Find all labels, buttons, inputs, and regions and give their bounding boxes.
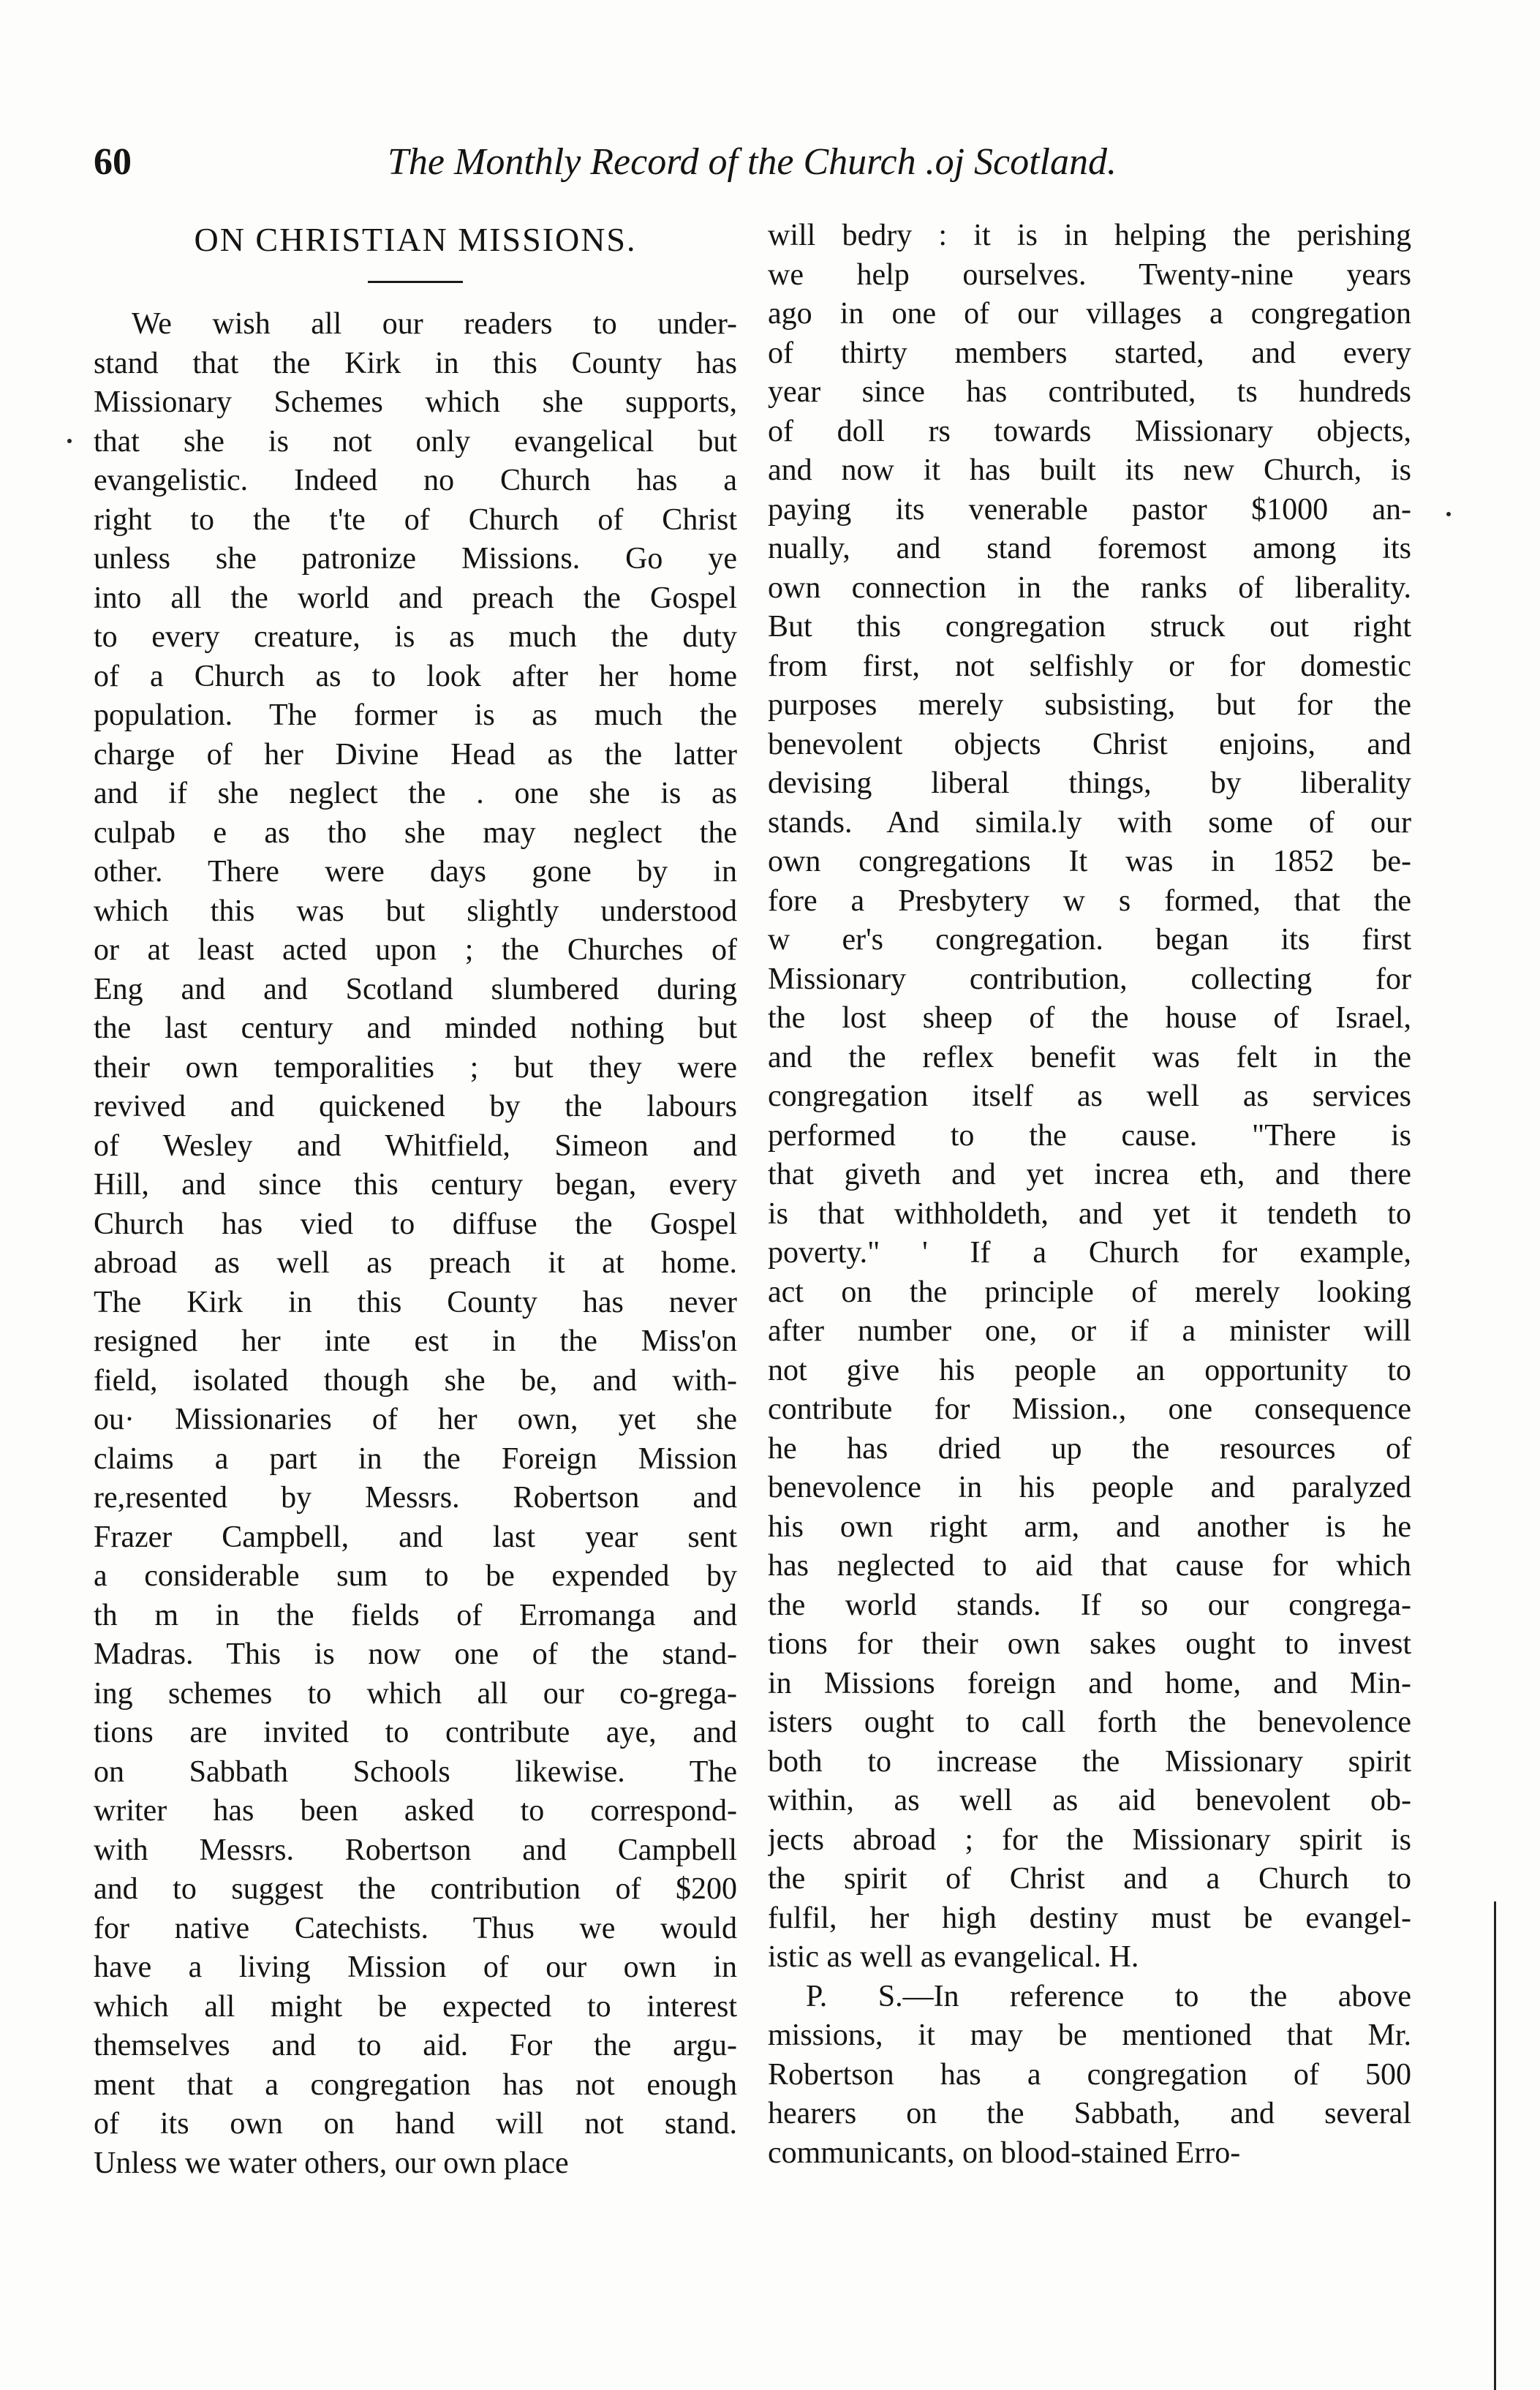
text-line: unless she patronize Missions. Go ye <box>94 542 737 576</box>
text-line: of doll rs towards Missionary objects, <box>768 414 1411 448</box>
text-line: population. The former is as much the <box>94 698 737 732</box>
text-line: stand that the Kirk in this County has <box>94 346 737 380</box>
text-line: Frazer Campbell, and last year sent <box>94 1520 737 1554</box>
text-line: nually, and stand foremost among its <box>768 532 1411 565</box>
text-line: ing schemes to which all our co-grega- <box>94 1676 737 1711</box>
text-line: performed to the cause. "There is <box>768 1118 1411 1153</box>
text-line: a considerable sum to be expended by <box>94 1559 737 1593</box>
text-line: of a Church as to look after her home <box>94 659 737 693</box>
text-line: Missionary contribution, collecting for <box>768 962 1411 996</box>
text-line: for native Catechists. Thus we would <box>94 1911 737 1945</box>
text-line: we help ourselves. Twenty-nine years <box>768 257 1411 292</box>
text-line: contribute for Mission., one consequence <box>768 1392 1411 1426</box>
text-line: claims a part in the Foreign Mission <box>94 1441 737 1476</box>
text-line: and now it has built its new Church, is <box>768 453 1411 487</box>
text-line: Church has vied to diffuse the Gospel <box>94 1207 737 1241</box>
text-line: revived and quickened by the labours <box>94 1090 737 1123</box>
title-rule <box>368 281 463 283</box>
text-line: act on the principle of merely looking <box>768 1275 1411 1309</box>
text-line: he has dried up the resources of <box>768 1431 1411 1466</box>
text-line: resigned her inte est in the Miss'on <box>94 1324 737 1358</box>
text-line: Missionary Schemes which she supports, <box>94 385 737 419</box>
text-line: tions for their own sakes ought to invest <box>768 1627 1411 1661</box>
text-line: both to increase the Missionary spirit <box>768 1744 1411 1779</box>
text-line: that giveth and yet increa eth, and there <box>768 1158 1411 1191</box>
text-line: has neglected to aid that cause for which <box>768 1549 1411 1583</box>
text-line: communicants, on blood-stained Erro- <box>768 2135 1241 2170</box>
left-column <box>94 216 737 2183</box>
text-line: to every creature, is as much the duty <box>94 620 737 654</box>
text-line: P. S.—In reference to the above <box>806 1979 1411 2013</box>
text-line: their own temporalities ; but they were <box>94 1050 737 1085</box>
right-column-text <box>768 216 1411 2173</box>
text-line: ment that a congregation has not enough <box>94 2067 737 2102</box>
text-line: missions, it may be mentioned that Mr. <box>768 2018 1411 2052</box>
text-line: The Kirk in this County has never <box>94 1285 737 1319</box>
text-line: the spirit of Christ and a Church to <box>768 1862 1411 1896</box>
article-title: ON CHRISTIAN MISSIONS. <box>194 221 637 258</box>
text-line: Madras. This is now one of the stand- <box>94 1637 737 1671</box>
text-line: own connection in the ranks of liberality. <box>768 570 1411 605</box>
text-line: th m in the fields of Erromanga and <box>94 1598 737 1632</box>
text-line: evangelistic. Indeed no Church has a <box>94 464 737 497</box>
text-line: of its own on hand will not stand. <box>94 2107 737 2141</box>
text-line: with Messrs. Robertson and Campbell <box>94 1833 737 1867</box>
text-line: of thirty members started, and every <box>768 336 1411 370</box>
text-line: tions are invited to contribute aye, and <box>94 1716 737 1749</box>
text-line: benevolence in his people and paralyzed <box>768 1471 1411 1504</box>
page-number: 60 <box>94 141 132 183</box>
text-line: re,resented by Messrs. Robertson and <box>94 1481 737 1515</box>
text-line: his own right arm, and another is he <box>768 1509 1411 1544</box>
text-line: isters ought to call forth the benevolence <box>768 1705 1411 1739</box>
text-line: jects abroad ; for the Missionary spirit is <box>768 1822 1411 1857</box>
text-line: culpab e as tho she may neglect the <box>94 815 737 850</box>
text-line: istic as well as evangelical. H. <box>768 1940 1139 1974</box>
text-line: the last century and minded nothing but <box>94 1011 737 1045</box>
text-line: stands. And simila.ly with some of our <box>768 805 1411 840</box>
text-line: and if she neglect the . one she is as <box>94 777 737 810</box>
text-line: ago in one of our villages a congregation <box>768 297 1411 331</box>
text-line: not give his people an opportunity to <box>768 1353 1411 1387</box>
text-line: paying its venerable pastor $1000 an- <box>768 492 1411 527</box>
text-line: into all the world and preach the Gospel <box>94 581 737 615</box>
text-line: Unless we water others, our own place <box>94 2146 569 2180</box>
text-line: or at least acted upon ; the Churches of <box>94 933 737 967</box>
text-line: year since has contributed, ts hundreds <box>768 375 1411 409</box>
text-line: ou· Missionaries of her own, yet she <box>94 1403 737 1436</box>
text-line: and the reflex benefit was felt in the <box>768 1040 1411 1074</box>
stray-mark <box>67 439 72 443</box>
text-line: other. There were days gone by in <box>94 855 737 889</box>
text-line: poverty." ' If a Church for example, <box>768 1236 1411 1270</box>
text-line: and to suggest the contribution of $200 <box>94 1872 737 1906</box>
text-line: is that withholdeth, and yet it tendeth to <box>768 1196 1411 1231</box>
text-line: w er's congregation. began its first <box>768 923 1411 957</box>
left-column-text <box>94 305 737 2183</box>
text-line: that she is not only evangelical but <box>94 424 737 459</box>
text-line: of Wesley and Whitfield, Simeon and <box>94 1128 737 1163</box>
text-line: But this congregation struck out right <box>768 610 1411 644</box>
text-line: themselves and to aid. For the argu- <box>94 2029 737 2062</box>
text-line: Hill, and since this century began, every <box>94 1168 737 1202</box>
text-line: within, as well as aid benevolent ob- <box>768 1784 1411 1817</box>
text-line: hearers on the Sabbath, and several <box>768 2097 1411 2130</box>
text-line: own congregations It was in 1852 be- <box>768 845 1411 878</box>
stray-mark <box>1446 512 1451 516</box>
text-line: the lost sheep of the house of Israel, <box>768 1001 1411 1035</box>
text-line: We wish all our readers to under- <box>132 307 737 341</box>
text-line: benevolent objects Christ enjoins, and <box>768 727 1411 761</box>
running-title: The Monthly Record of the Church .oj Scotland. <box>388 141 1117 183</box>
right-column <box>768 216 1411 2173</box>
page-edge <box>1494 1901 1496 2390</box>
text-line: devising liberal things, by liberality <box>768 766 1411 800</box>
text-line: fulfil, her high destiny must be evangel- <box>768 1901 1411 1935</box>
text-line: will bedry : it is in helping the perishing <box>768 219 1411 252</box>
text-line: on Sabbath Schools likewise. The <box>94 1754 737 1789</box>
text-line: Robertson has a congregation of 500 <box>768 2057 1411 2092</box>
text-line: right to the t'te of Church of Christ <box>94 502 737 537</box>
text-line: purposes merely subsisting, but for the <box>768 688 1411 722</box>
text-line: which this was but slightly understood <box>94 894 737 928</box>
text-line: from first, not selfishly or for domestic <box>768 649 1411 683</box>
text-line: have a living Mission of our own in <box>94 1950 737 1984</box>
text-line: congregation itself as well as services <box>768 1079 1411 1113</box>
text-line: abroad as well as preach it at home. <box>94 1246 737 1280</box>
text-line: charge of her Divine Head as the latter <box>94 737 737 772</box>
text-line: writer has been asked to correspond- <box>94 1794 737 1828</box>
text-line: the world stands. If so our congrega- <box>768 1588 1411 1622</box>
text-line: in Missions foreign and home, and Min- <box>768 1666 1411 1700</box>
text-line: field, isolated though she be, and with- <box>94 1363 737 1398</box>
text-line: Eng and and Scotland slumbered during <box>94 972 737 1006</box>
text-line: which all might be expected to interest <box>94 1989 737 2024</box>
text-line: fore a Presbytery w s formed, that the <box>768 883 1411 918</box>
text-line: after number one, or if a minister will <box>768 1314 1411 1348</box>
